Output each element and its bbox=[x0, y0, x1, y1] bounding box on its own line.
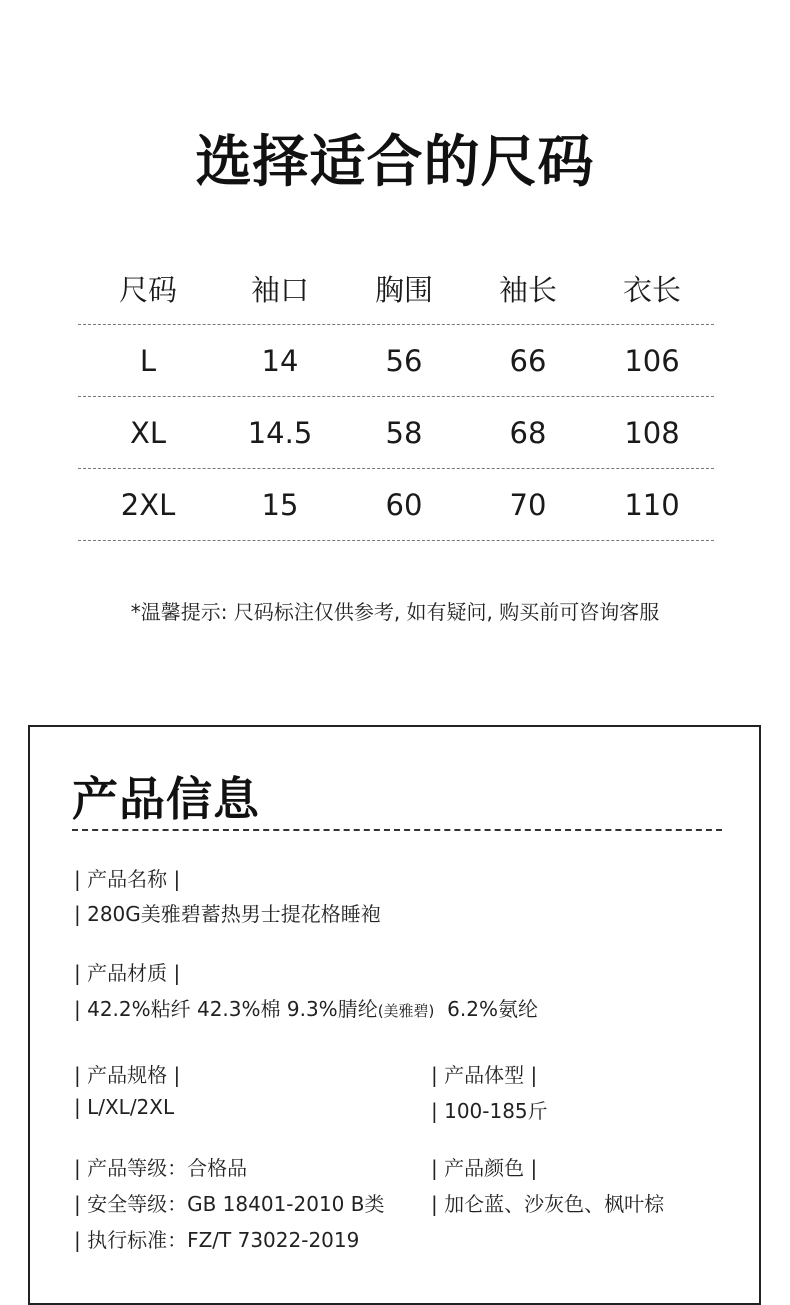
table-cell: XL bbox=[129, 415, 167, 450]
body-type-label: | 产品体型 | bbox=[431, 1063, 538, 1087]
color-value: | 加仑蓝、沙灰色、枫叶棕 bbox=[431, 1192, 665, 1216]
table-cell: 14.5 bbox=[247, 415, 313, 450]
table-cell: 110 bbox=[624, 487, 680, 522]
size-title: 选择适合的尺码 bbox=[195, 130, 595, 195]
table-cell: 15 bbox=[261, 487, 299, 522]
size-table-header bbox=[78, 252, 714, 325]
table-cell: 60 bbox=[385, 487, 423, 522]
material-value-main: | 42.2%粘纤 42.3%棉 9.3%腈纶 bbox=[74, 997, 378, 1021]
material-value bbox=[74, 993, 538, 1022]
header-cell-sleeve: 袖长 bbox=[498, 272, 557, 307]
color-label: | 产品颜色 | bbox=[431, 1156, 538, 1180]
header-cell-cuff: 袖口 bbox=[250, 272, 309, 307]
table-cell: 14 bbox=[261, 343, 299, 378]
table-cell: 58 bbox=[385, 415, 423, 450]
table-cell: 2XL bbox=[120, 487, 176, 522]
title-divider bbox=[72, 829, 722, 831]
header-cell-chest: 胸围 bbox=[374, 272, 433, 307]
name-value: | 280G美雅碧蓄热男士提花格睡袍 bbox=[74, 902, 381, 926]
product-info-title: 产品信息 bbox=[72, 772, 260, 826]
table-cell: 56 bbox=[385, 343, 423, 378]
spec-value: | L/XL/2XL bbox=[74, 1095, 175, 1119]
table-cell: L bbox=[139, 343, 157, 378]
material-value-note: (美雅碧) bbox=[377, 1002, 435, 1020]
table-cell: 66 bbox=[509, 343, 547, 378]
product-info-box bbox=[28, 725, 761, 1305]
size-note: *温馨提示: 尺码标注仅供参考, 如有疑问, 购买前可咨询客服 bbox=[130, 600, 660, 624]
table-cell: 70 bbox=[509, 487, 547, 522]
material-label: | 产品材质 | bbox=[74, 961, 181, 985]
table-row bbox=[78, 325, 714, 397]
header-cell-length: 衣长 bbox=[622, 272, 681, 307]
table-row bbox=[78, 469, 714, 541]
table-row bbox=[78, 397, 714, 469]
size-table bbox=[78, 252, 714, 541]
table-cell: 68 bbox=[509, 415, 547, 450]
material-value-tail: 6.2%氨纶 bbox=[447, 997, 538, 1021]
table-cell: 108 bbox=[624, 415, 680, 450]
name-label: | 产品名称 | bbox=[74, 867, 181, 891]
table-cell: 106 bbox=[624, 343, 680, 378]
spec-label: | 产品规格 | bbox=[74, 1063, 181, 1087]
safety-label: | 安全等级：GB 18401-2010 B类 bbox=[74, 1192, 385, 1216]
header-cell-size: 尺码 bbox=[118, 272, 177, 307]
grade-label: | 产品等级：合格品 bbox=[74, 1156, 248, 1180]
body-type-value: | 100-185斤 bbox=[431, 1099, 548, 1123]
standard-label: | 执行标准：FZ/T 73022-2019 bbox=[74, 1228, 360, 1252]
